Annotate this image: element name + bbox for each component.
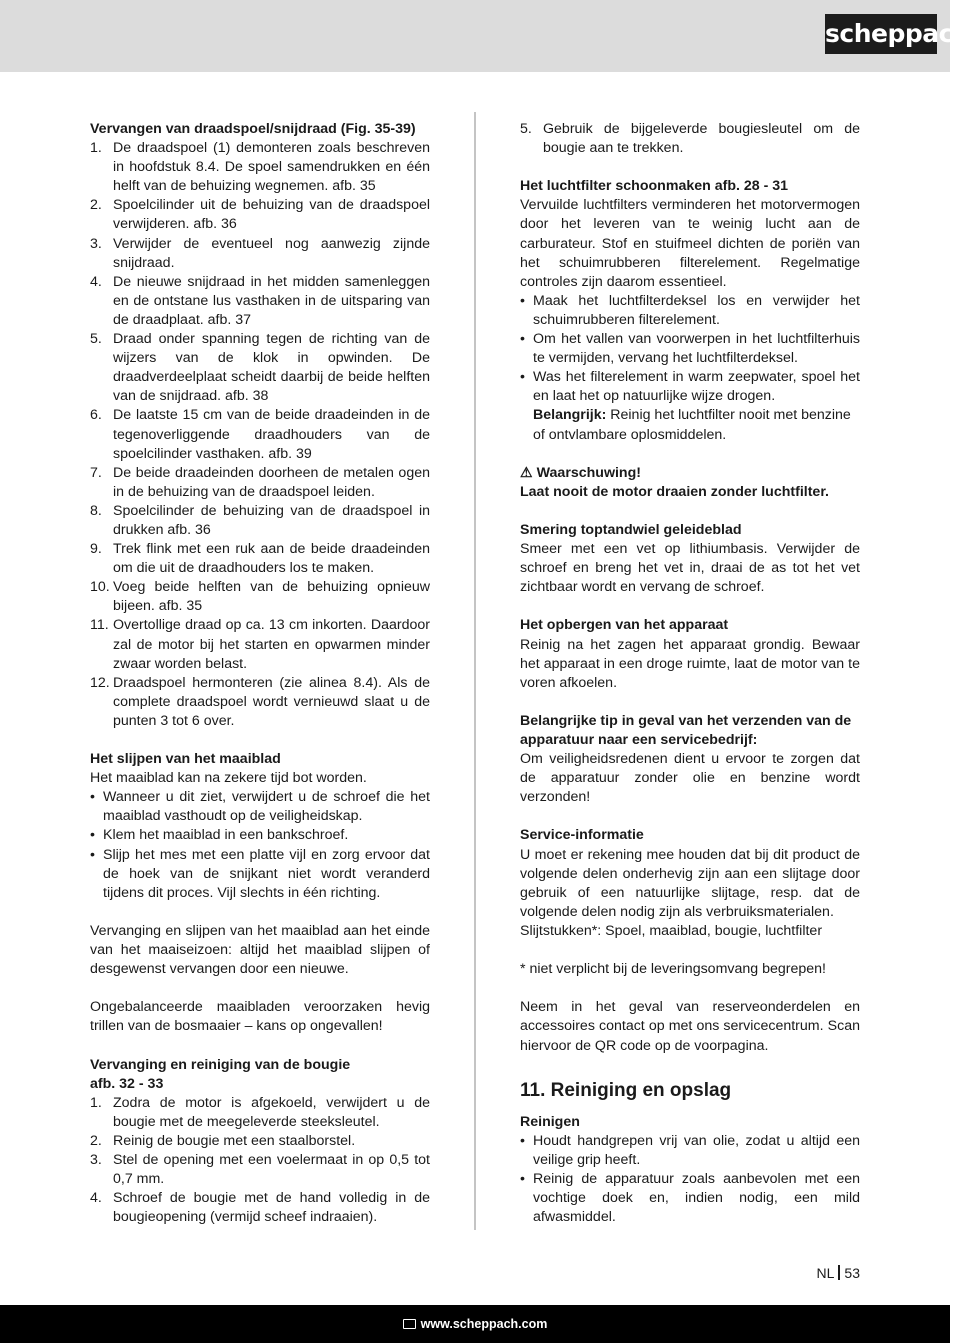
left-column — [90, 120, 430, 1227]
warning-title — [520, 464, 860, 483]
airfilter-bullets — [520, 292, 860, 407]
bullet-text: Slijp het mes met een platte vijl en zorg ervoor dat de hoek van de snijkant niet wordt veranderd tijdens dit proces. Vijl slechts in één richting. — [103, 846, 430, 901]
sparkplug-steps-list — [90, 1094, 430, 1228]
bullet-text: Wanneer u dit ziet, verwijdert u de schroef die het maaiblad vasthoudt op de veiligheidskap. — [103, 789, 430, 825]
list-text: Reinig de bougie met een staalborstel. — [113, 1132, 356, 1149]
section-title-sparkplug: Vervanging en reiniging van de bougie — [90, 1056, 351, 1073]
bullet-icon: • — [90, 846, 95, 863]
list-text: Spoelcilinder uit de behuizing van de draadspoel verwijderen. afb. 36 — [113, 197, 430, 233]
shipping-paragraph: Om veiligheidsredenen dient u ervoor te zorgen dat de apparatuur zonder olie en benzine wordt verzonden! — [520, 751, 860, 806]
bullet-item — [90, 826, 430, 845]
list-text: Trek flink met een ruk aan de beide draadeinden om die uit de draadhouders los te maken. — [113, 541, 430, 577]
sharpening-intro: Het maaiblad kan na zekere tijd bot worden. — [90, 770, 367, 787]
bullet-item — [520, 1132, 860, 1170]
warning-text: Laat nooit de motor draaien zonder luchtfilter. — [520, 483, 829, 500]
scheppach-logo: scheppach — [825, 14, 937, 54]
note-text: Reinig het luchtfilter nooit met benzine of ontvlambare oplosmiddelen. — [533, 407, 851, 443]
lubrication-paragraph: Smeer met een vet op lithiumbasis. Verwijder de schroef en breng het vet in, draai de as tot het vet zichtbaar wordt en vervang de schroef. — [520, 541, 860, 596]
section-title-cleaning: Reinigen — [520, 1113, 580, 1130]
service-paragraph-2: Neem in het geval van reserveonderdelen en accessoires contact op met ons servicecentrum. Scan hiervoor de QR code op de voorpagina. — [520, 999, 860, 1054]
bullet-item — [520, 1170, 860, 1227]
bullet-icon: • — [90, 789, 95, 806]
list-number: 1. — [90, 1094, 102, 1111]
warning-title-text: Waarschuwing! — [532, 464, 641, 481]
list-text: Verwijder de eventueel nog aanwezig zijnde snijdraad. — [113, 235, 430, 271]
airfilter-paragraph: Vervuilde luchtfilters verminderen het motorvermogen door het leveren van te weinig lucht aan de carburateur. Stof en stuifmeel dichten de poriën van het schuimrubberen filterelement. Regelmatige controles zijn daarom essentieel. — [520, 197, 860, 290]
list-number: 3. — [90, 235, 102, 252]
list-text: De laatste 15 cm van de beide draadeinden in de tegenoverliggende draadhouders van de spoelcilinder vasthaken. afb. 39 — [113, 407, 430, 462]
bullet-item — [90, 846, 430, 903]
cleaning-bullets — [520, 1132, 860, 1227]
bullet-icon: • — [520, 369, 525, 386]
list-item — [90, 616, 430, 673]
bullet-icon: • — [520, 1170, 525, 1187]
bullet-icon: • — [520, 292, 525, 309]
section-title-spool: Vervangen van draadspoel/snijdraad (Fig. 35-39) — [90, 121, 416, 137]
language-code: NL — [816, 1265, 835, 1281]
footnote: * niet verplicht bij de leveringsomvang begrepen! — [520, 961, 827, 978]
bullet-icon: • — [90, 827, 95, 844]
storage-paragraph: Reinig na het zagen het apparaat grondig. Bewaar het apparaat in een droge ruimte, laat de motor van te voren afkoelen. — [520, 636, 860, 691]
list-text: Spoelcilinder de behuizing van de draadspoel in drukken afb. 36 — [113, 502, 430, 538]
bullet-item — [520, 292, 860, 330]
sharpening-paragraph-1: Vervanging en slijpen van het maaiblad aan het einde van het maaiseizoen: altijd het maaiblad slijpen of desgewenst vervangen door een nieuwe. — [90, 922, 430, 978]
chapter-heading: 11. Reiniging en opslag — [520, 1079, 732, 1101]
section-title-service: Service-informatie — [520, 827, 644, 844]
section-title-sharpening: Het slijpen van het maaiblad — [90, 751, 281, 768]
list-item — [90, 1189, 430, 1227]
list-number: 11. — [90, 617, 109, 634]
monitor-icon — [403, 1319, 416, 1329]
list-number: 2. — [90, 197, 102, 214]
list-item — [90, 1132, 430, 1151]
list-item — [90, 674, 430, 731]
list-text: De draadspoel (1) demonteren zoals beschreven in hoofdstuk 8.4. De spoel samendrukken en één helft van de behuizing wegnemen. afb. 35 — [113, 140, 430, 195]
website-link[interactable]: www.scheppach.com — [420, 1317, 548, 1331]
list-text: Voeg beide helften van de behuizing opnieuw bijeen. afb. 35 — [113, 579, 430, 615]
footer-bar — [0, 1305, 950, 1343]
bullet-text: Reinig de apparatuur zoals aanbevolen met een vochtige doek en, indien nodig, een mild afwasmiddel. — [533, 1170, 860, 1226]
list-number: 4. — [90, 273, 102, 290]
section-title-shipping-a: Belangrijke tip in geval van het verzenden van de — [520, 712, 852, 729]
bullet-text: Was het filterelement in warm zeepwater, spoel het en laat het op natuurlijke wijze drogen. — [533, 369, 860, 405]
bullet-text: Om het vallen van voorwerpen in het luchtfilterhuis te vermijden, vervang het luchtfilterdeksel. — [533, 331, 860, 367]
list-number: 5. — [520, 121, 532, 137]
section-title-shipping-b: apparatuur naar een servicebedrijf: — [520, 732, 758, 748]
bullet-text: Maak het luchtfilterdeksel los en verwijder het schuimrubberen filterelement. — [533, 292, 860, 328]
list-text: Draad onder spanning tegen de richting van de wijzers van de klok in opwinden. De draadverdeelplaat scheidt daarbij de beide helften van de snijdraad. afb. 38 — [113, 331, 430, 405]
wear-parts: Slijtstukken*: Spoel, maaiblad, bougie, luchtfilter — [520, 922, 823, 939]
list-text: De nieuwe snijdraad in het midden samenleggen en de ontstane lus vasthaken in de uitsparing van de draadplaat. afb. 37 — [113, 273, 430, 328]
list-text: Overtollige draad op ca. 13 cm inkorten. Daardoor zal de motor bij het starten en opwarmen minder zwaar worden belast. — [113, 617, 430, 672]
list-text: De beide draadeinden doorheen de metalen ogen in de behuizing van de draadspoel leiden. — [113, 464, 430, 500]
page-num: 53 — [844, 1265, 860, 1281]
list-number: 5. — [90, 331, 102, 348]
right-column — [520, 120, 860, 1227]
list-text: Schroef de bougie met de hand volledig in de bougieopening (vermijd scheef indraaien). — [113, 1190, 430, 1226]
airfilter-note — [520, 406, 860, 444]
list-item — [90, 1094, 430, 1132]
list-number: 2. — [90, 1132, 102, 1149]
section-title-sparkplug-fig: afb. 32 - 33 — [90, 1075, 164, 1092]
list-number: 12. — [90, 674, 110, 691]
warning-icon: ⚠ — [520, 464, 533, 481]
list-number: 9. — [90, 541, 102, 558]
list-item — [90, 273, 430, 330]
sparkplug-step-5 — [520, 120, 860, 158]
list-item — [90, 330, 430, 406]
bullet-item — [520, 330, 860, 368]
list-number: 10. — [90, 579, 110, 596]
list-item — [90, 1151, 430, 1189]
sharpening-bullets — [90, 788, 430, 903]
section-title-lubrication: Smering toptandwiel geleideblad — [520, 521, 742, 538]
list-number: 7. — [90, 464, 102, 481]
list-item — [90, 464, 430, 502]
list-item — [90, 235, 430, 273]
bullet-icon: • — [520, 331, 525, 348]
page-number — [817, 1265, 860, 1281]
service-paragraph: U moet er rekening mee houden dat bij dit product de volgende delen onderhevig zijn aan een slijtage door gebruik of een natuurlijke slijtage, resp. dat de volgende delen nodig zijn als verbruiksmaterialen. — [520, 846, 860, 920]
sharpening-paragraph-2: Ongebalanceerde maaibladen veroorzaken hevig trillen van de bosmaaier – kans op ongevallen! — [90, 999, 430, 1035]
list-number: 6. — [90, 407, 102, 424]
bullet-text: Houdt handgrepen vrij van olie, zodat u altijd een veilige grip heeft. — [533, 1132, 860, 1168]
list-item — [90, 406, 430, 463]
list-item — [90, 502, 430, 540]
list-item — [90, 540, 430, 578]
list-item — [90, 578, 430, 616]
list-number: 1. — [90, 140, 102, 157]
section-title-storage: Het opbergen van het apparaat — [520, 617, 729, 634]
list-number: 8. — [90, 502, 102, 519]
bullet-item — [520, 368, 860, 406]
list-item — [90, 139, 430, 196]
section-title-airfilter: Het luchtfilter schoonmaken afb. 28 - 31 — [520, 178, 789, 195]
bullet-text: Klem het maaiblad in een bankschroef. — [103, 827, 349, 844]
list-text: Gebruik de bijgeleverde bougiesleutel om de bougie aan te trekken. — [543, 121, 860, 157]
note-label: Belangrijk: — [533, 407, 607, 424]
list-text: Stel de opening met een voelermaat in op 0,5 tot 0,7 mm. — [113, 1152, 430, 1188]
list-number: 3. — [90, 1152, 102, 1169]
list-item — [90, 196, 430, 234]
bullet-icon: • — [520, 1132, 525, 1149]
list-text: Draadspoel hermonteren (zie alinea 8.4). Als de complete draadspoel wordt vernieuwd slaat u de punten 3 tot 6 over. — [113, 674, 430, 729]
list-text: Zodra de motor is afgekoeld, verwijdert u de bougie met de meegeleverde steeksleutel. — [113, 1094, 430, 1130]
list-number: 4. — [90, 1190, 102, 1207]
spool-steps-list — [90, 139, 430, 731]
bullet-item — [90, 788, 430, 826]
header-band — [0, 0, 950, 72]
column-divider — [474, 112, 476, 1230]
